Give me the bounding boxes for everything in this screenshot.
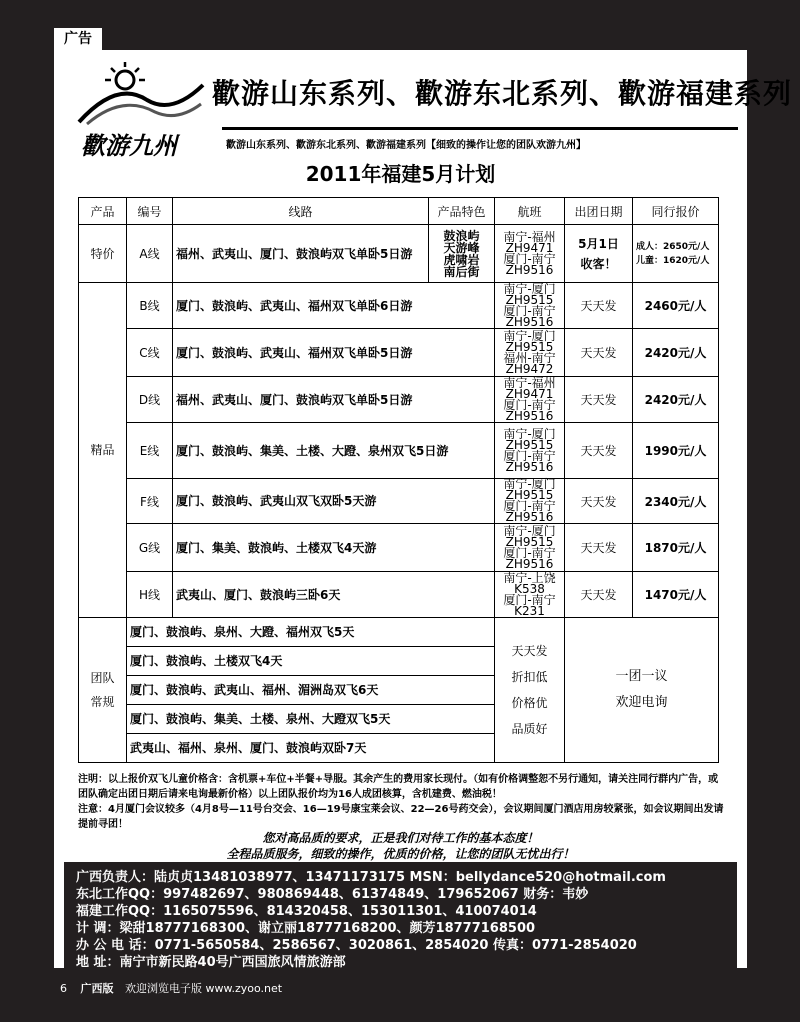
route-name: 厦门、鼓浪屿、武夷山、福州双飞单卧6日游 xyxy=(173,283,495,329)
features-cell: 鼓浪屿 天游峰 虎啸岩 南后街 xyxy=(429,225,495,283)
ad-sheet xyxy=(54,50,793,970)
headline: 歡游山东系列、歡游东北系列、歡游福建系列 xyxy=(212,77,793,110)
route-code: A线 xyxy=(127,225,173,283)
table-row-premium xyxy=(79,479,719,524)
route-code: H线 xyxy=(127,572,173,618)
price-cell: 1990元/人 xyxy=(633,423,719,479)
price-cell: 2420元/人 xyxy=(633,329,719,377)
route-code: G线 xyxy=(127,524,173,572)
table-row-premium xyxy=(79,423,719,479)
table-row-group xyxy=(79,618,719,647)
sun-mountain-logo-icon xyxy=(77,60,205,130)
footer-brand: 广西版 xyxy=(80,982,114,995)
route-name: 厦门、鼓浪屿、武夷山双飞双卧5天游 xyxy=(173,479,495,524)
category-cell: 精品 xyxy=(79,283,127,618)
route-name: 厦门、鼓浪屿、集美、土楼、大蹬、泉州双飞5日游 xyxy=(173,423,495,479)
departure-date: 天天发 xyxy=(565,377,633,423)
group-price: 一团一议 欢迎电询 xyxy=(565,618,719,763)
header-cell: 产品 xyxy=(79,198,127,225)
table-row-premium xyxy=(79,329,719,377)
category-cell: 特价 xyxy=(79,225,127,283)
flight-cell: 南宁-厦门 ZH9515 厦门-南宁 ZH9516 xyxy=(495,524,565,572)
group-rows xyxy=(79,618,719,763)
price-cell: 成人：2650元/人 儿童：1620元/人 xyxy=(633,225,719,283)
price-cell: 1470元/人 xyxy=(633,572,719,618)
route-code: B线 xyxy=(127,283,173,329)
price-cell: 1870元/人 xyxy=(633,524,719,572)
flight-cell: 南宁-福州 ZH9471 厦门-南宁 ZH9516 xyxy=(495,377,565,423)
contact-row: 东北工作QQ：997482697、980869448、61374849、179652067 财务：韦妙 xyxy=(76,887,589,902)
route-code: E线 xyxy=(127,423,173,479)
note-warning: 注意：4月厦门会议较多（4月8号—11号台交会、16—19号康宝莱会议、22—26号药交会），会议期间厦门酒店用房较紧张，如会议期间出发请提前寻团！ xyxy=(78,804,724,830)
group-route: 武夷山、福州、泉州、厦门、鼓浪屿双卧7天 xyxy=(127,734,495,763)
flight-cell: 南宁-厦门 ZH9515 厦门-南宁 ZH9516 xyxy=(495,479,565,524)
departure-date: 天天发 xyxy=(565,329,633,377)
route-name: 福州、武夷山、厦门、鼓浪屿双飞单卧5日游 xyxy=(173,225,429,283)
category-cell: 团队 常规 xyxy=(79,618,127,763)
group-route: 厦门、鼓浪屿、集美、土楼、泉州、大蹬双飞5天 xyxy=(127,705,495,734)
route-name: 厦门、鼓浪屿、武夷山、福州双飞单卧5日游 xyxy=(173,329,495,377)
departure-date: 5月1日 收客！ xyxy=(565,225,633,283)
table-row-premium xyxy=(79,524,719,572)
header-cell: 航班 xyxy=(495,198,565,225)
group-terms: 天天发 折扣低 价格优 品质好 xyxy=(495,618,565,763)
departure-date: 天天发 xyxy=(565,572,633,618)
flight-cell: 南宁-厦门 ZH9515 厦门-南宁 ZH9516 xyxy=(495,283,565,329)
price-cell: 2340元/人 xyxy=(633,479,719,524)
route-name: 福州、武夷山、厦门、鼓浪屿双飞单卧5日游 xyxy=(173,377,495,423)
group-route: 厦门、鼓浪屿、泉州、大蹬、福州双飞5天 xyxy=(127,618,495,647)
group-route: 厦门、鼓浪屿、土楼双飞4天 xyxy=(127,647,495,676)
departure-date: 天天发 xyxy=(565,524,633,572)
route-code: F线 xyxy=(127,479,173,524)
note-price: 注明：以上报价双飞儿童价格含：含机票+车位+半餐+导服。其余产生的费用家长现付。（如有价格调整恕不另行通知，请关注同行群内广告，或团队确定出团日期后请来电询最新价格）以上团队报价均为16人成团核算，含机建费、燃油税！ xyxy=(78,774,719,800)
flight-cell: 南宁-福州 ZH9471 厦门-南宁 ZH9516 xyxy=(495,225,565,283)
group-route: 厦门、鼓浪屿、武夷山、福州、湄洲岛双飞6天 xyxy=(127,676,495,705)
logo-text: 歡游九州 xyxy=(81,131,177,160)
departure-date: 天天发 xyxy=(565,283,633,329)
flight-cell: 南宁-厦门 ZH9515 厦门-南宁 ZH9516 xyxy=(495,423,565,479)
notes xyxy=(78,772,726,832)
route-name: 厦门、集美、鼓浪屿、土楼双飞4天游 xyxy=(173,524,495,572)
footer-text: 欢迎浏览电子版 www.zyoo.net xyxy=(125,982,283,995)
departure-date: 天天发 xyxy=(565,479,633,524)
price-cell: 2460元/人 xyxy=(633,283,719,329)
header-cell: 出团日期 xyxy=(565,198,633,225)
slogan: 您对高品质的要求，正是我们对待工作的基本态度！ 全程品质服务，细致的操作，优质的价格，让您的团队无忧出行！ xyxy=(226,831,575,861)
route-code: D线 xyxy=(127,377,173,423)
page-number: 6 xyxy=(60,982,67,995)
contact-panel xyxy=(64,862,737,968)
page-footer xyxy=(60,980,282,996)
table-row-premium xyxy=(79,377,719,423)
header-cell: 同行报价 xyxy=(633,198,719,225)
subheadline: 歡游山东系列、歡游东北系列、歡游福建系列【细致的操作让您的团队欢游九州】 xyxy=(226,140,586,151)
header-cell: 线路 xyxy=(173,198,429,225)
contact-row: 福建工作QQ：1165075596、814320458、153011301、410074014 xyxy=(76,904,537,919)
headline-rule xyxy=(222,127,738,130)
table-row-premium xyxy=(79,283,719,329)
route-name: 武夷山、厦门、鼓浪屿三卧6天 xyxy=(173,572,495,618)
premium-rows xyxy=(79,283,719,618)
contact-row: 办 公 电 话：0771-5650584、2586567、3020861、2854020 传真：0771-2854020 xyxy=(76,938,637,953)
price-cell: 2420元/人 xyxy=(633,377,719,423)
table-row-special xyxy=(79,225,719,283)
flight-cell: 南宁-上饶 K538 厦门-南宁 K231 xyxy=(495,572,565,618)
header-cell: 编号 xyxy=(127,198,173,225)
contact-row: 计 调：梁甜18777168300、谢立丽18777168200、颜芳18777168500 xyxy=(76,921,536,936)
contact-row: 广西负责人：陆贞贞13481038977、13471173175 MSN：bellydance520@hotmail.com xyxy=(76,870,666,885)
ad-tag: 广告 xyxy=(54,28,102,50)
table-row-premium xyxy=(79,572,719,618)
contact-row: 地 址：南宁市新民路40号广西国旅风情旅游部 xyxy=(76,955,346,970)
table-header-row xyxy=(79,198,719,225)
company-logo xyxy=(77,60,205,160)
itinerary-table xyxy=(78,197,719,763)
departure-date: 天天发 xyxy=(565,423,633,479)
route-code: C线 xyxy=(127,329,173,377)
flight-cell: 南宁-厦门 ZH9515 福州-南宁 ZH9472 xyxy=(495,329,565,377)
header-cell: 产品特色 xyxy=(429,198,495,225)
plan-title: 2011年福建5月计划 xyxy=(305,162,496,186)
